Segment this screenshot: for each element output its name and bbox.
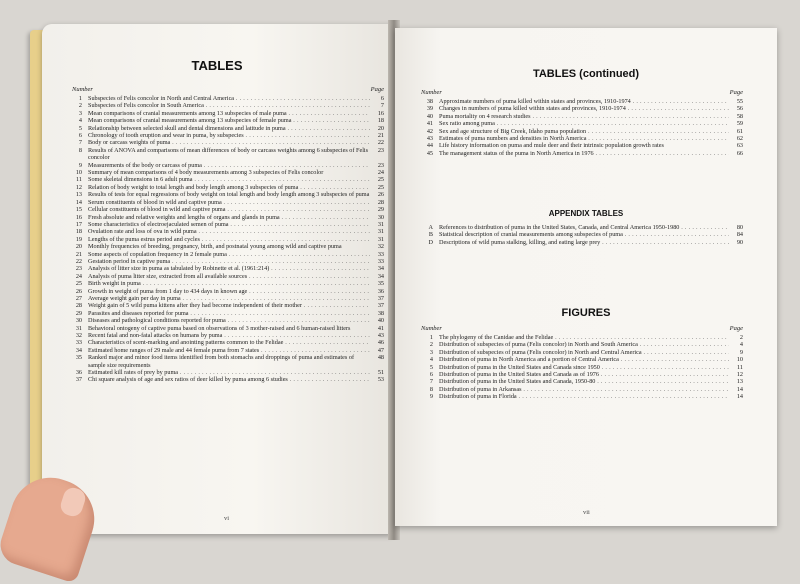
entry-title: Estimated home ranges of 29 male and 44 female puma from 7 states . . . [88,347,370,354]
table-entry [64,95,384,102]
entry-number: 27 [75,294,82,302]
figures-list [415,334,743,401]
entry-number: 35 [75,354,82,362]
entry-number: 13 [75,191,82,199]
table-entry [415,128,743,135]
entry-number: 21 [75,250,82,258]
tables-heading: TABLES [191,58,243,73]
entry-page: 23 [377,146,384,154]
entry-title: Puma mortality on 4 research studies . . . [439,113,729,120]
entry-page: 58 [736,112,743,120]
entry-number: 23 [75,265,82,273]
appendix-tables-list [415,224,743,246]
entry-number: 41 [426,120,433,128]
entry-page: 46 [377,339,384,347]
entry-number: 4 [78,117,82,125]
number-label: Number [72,86,93,93]
entry-page: 14 [736,385,743,393]
entry-number: 17 [75,220,82,228]
entry-number: 9 [429,393,433,401]
entry-number: 33 [75,339,82,347]
entry-title: References to distribution of puma in the United States, Canada, and Central America 1950-1980 . . . [439,224,729,231]
entry-title: Relationship between selected skull and dental dimensions and latitude in puma . . . [88,125,370,132]
entry-title: Sex and age structure of Big Creek, Idaho puma population . . . [439,128,729,135]
entry-title: Cellular constituents of blood in wild and captive puma . . . [88,206,370,213]
entry-number: A [428,224,433,231]
table-entry [415,135,743,142]
entry-title: Estimates of puma numbers and densities in North America . . . [439,135,729,142]
page-number: vii [583,509,590,516]
entry-number: 20 [75,243,82,251]
table-entry [64,191,384,198]
entry-page: 61 [736,127,743,135]
entry-number: 38 [426,98,433,105]
entry-title: Distribution of puma in the United States and Canada as of 1976 . . . [439,371,729,378]
entry-page: 10 [736,356,743,364]
entry-page: 43 [377,332,384,339]
figures-column-headers [421,325,743,333]
figures-number-label: Number [421,325,442,332]
table-entry [64,332,384,339]
entry-number: 5 [429,363,433,371]
entry-number: 11 [76,176,82,184]
entry-title: Life history information on puma and mule deer and their intrinsic population growth rates [439,142,664,150]
entry-page: 80 [736,224,743,231]
entry-number: 29 [75,309,82,317]
entry-title: Diseases and pathological conditions reported for puma . . . [88,317,370,324]
entry-title: Summary of mean comparisons of 4 body measurements among 3 subspecies of Felis concolor [88,169,324,177]
entry-page: 35 [377,280,384,288]
table-entry [64,243,384,250]
entry-page: 25 [377,183,384,191]
entry-page: 7 [380,102,384,110]
entry-page: 4 [739,341,743,349]
entry-number: 15 [75,206,82,214]
entry-title: Measurements of the body or carcass of puma . . . [88,162,370,169]
entry-page: 24 [377,169,384,177]
tables-continued-heading: TABLES (continued) [532,68,640,80]
entry-title: Recent fatal and non-fatal attacks on humans by puma . . . [88,332,370,339]
entry-page: 55 [736,98,743,105]
entry-title: The phylogeny of the Canidae and the Felidae . . . [439,334,729,341]
entry-number: B [428,231,433,239]
entry-page: 36 [377,287,384,295]
entry-page: 14 [736,393,743,401]
entry-page: 51 [377,369,384,377]
entry-page: 11 [737,363,743,371]
entry-page: 41 [377,324,384,332]
table-entry [64,206,384,213]
entry-title: Distribution of puma in North America and a portion of Central America . . . [439,356,729,363]
page-label: Page [729,89,743,96]
entry-title: Changes in numbers of puma killed within states and provinces, 1910-1974 . . . [439,105,729,112]
entry-title: Some aspects of copulation frequency in 2 female puma . . . [88,251,370,258]
table-entry [64,369,384,376]
entry-title: Chronology of tooth eruption and wear in puma, by subspecies . . . [88,132,370,139]
table-entry [64,102,384,109]
entry-page: 33 [377,257,384,265]
entry-page: 62 [736,135,743,143]
figure-entry [415,364,743,371]
entry-page: 84 [736,231,743,239]
entry-title: Distribution of puma in Florida . . . [439,393,729,400]
entry-title: The management status of the puma in North America in 1976 . . . [439,150,729,157]
entry-title: Relation of body weight to total length and body length among 3 subspecies of puma . . . [88,184,370,191]
entry-number: 7 [78,139,82,147]
entry-number: 8 [429,385,433,393]
table-entry [64,199,384,206]
entry-number: 40 [426,112,433,120]
entry-number: 28 [75,302,82,310]
figure-entry [415,334,743,341]
entry-number: 44 [426,142,433,150]
table-entry [415,105,743,112]
entry-title: Distribution of puma in the United States and Canada since 1950 . . . [439,364,729,371]
entry-number: 31 [75,324,82,332]
page-number: vi [224,515,230,522]
figures-heading: FIGURES [561,307,611,319]
entry-number: 37 [75,376,82,384]
table-entry [415,113,743,120]
entry-page: 59 [736,120,743,128]
entry-number: 34 [75,346,82,354]
entry-title: Weight gain of 5 wild puma kittens after they had become independent of their mother . . . [88,302,370,309]
entry-page: 30 [377,213,384,221]
entry-page: 6 [380,95,384,102]
table-entry [64,228,384,235]
entry-number: D [428,238,433,246]
entry-page: 25 [377,176,384,184]
figure-entry [415,349,743,356]
entry-number: 6 [429,371,433,379]
table-entry [64,221,384,228]
table-entry [64,214,384,221]
tables-list [64,95,384,384]
entry-title: Ranked major and minor food items identified from both stomachs and droppings of puma and estimates of sample size requirements [88,354,355,369]
entry-title: Chi square analysis of age and sex ratios of deer killed by puma among 6 studies . . . [88,376,370,383]
table-entry [64,302,384,309]
entry-page: 53 [377,376,384,384]
entry-number: 24 [75,272,82,280]
entry-page: 16 [377,109,384,117]
entry-page: 48 [377,354,384,362]
entry-number: 19 [75,235,82,243]
entry-title: Growth in weight of puma from 1 day to 434 days in known age . . . [88,288,370,295]
appendix-tables-heading: APPENDIX TABLES [548,209,624,218]
entry-number: 22 [75,257,82,265]
figures-page-label: Page [729,325,743,332]
entry-number: 36 [75,369,82,377]
entry-page: 9 [739,348,743,356]
entry-number: 7 [429,378,433,386]
table-entry [64,273,384,280]
entry-title: Fresh absolute and relative weights and lengths of organs and glands in puma . . . [88,214,370,221]
entry-page: 37 [377,302,384,310]
entry-page: 22 [377,139,384,147]
entry-title: Results of tests for equal regressions of body weight on total length and body length among 3 subspecies of puma [88,191,370,199]
table-entry [64,251,384,258]
table-entry [64,132,384,139]
entry-page: 31 [377,228,384,236]
table-entry [64,139,384,146]
entry-page: 31 [377,220,384,228]
entry-page: 56 [736,105,743,113]
entry-page: 26 [377,191,384,199]
entry-title: Serum constituents of blood in wild and captive puma . . . [88,199,370,206]
entry-page: 33 [377,250,384,258]
entry-number: 5 [78,124,82,132]
entry-number: 12 [75,183,82,191]
table-entry [64,176,384,183]
entry-title: Statistical description of cranial measurements among subspecies of puma . . . [439,231,729,238]
entry-title: Subspecies of Felis concolor in South America . . . [88,102,370,109]
entry-number: 1 [429,334,433,341]
entry-title: Distribution of puma in Arkansas . . . [439,386,729,393]
tables-continued-list [415,98,743,157]
table-entry [64,110,384,117]
entry-page: 23 [377,161,384,169]
table-entry [64,295,384,302]
entry-title: Mean comparisons of cranial measurements among 13 subspecies of male puma . . . [88,110,370,117]
entry-number: 8 [78,146,82,154]
entry-number: 10 [75,169,82,177]
table-entry [415,150,743,157]
entry-page: 29 [377,206,384,214]
table-entry [64,310,384,317]
entry-page: 34 [377,272,384,280]
entry-number: 26 [75,287,82,295]
column-headers [421,89,743,97]
entry-number: 42 [426,127,433,135]
figure-entry [415,371,743,378]
entry-number: 45 [426,149,433,157]
entry-page: 28 [377,198,384,206]
table-entry [415,98,743,105]
table-entry [64,280,384,287]
entry-title: Birth weight in puma . . . [88,280,370,287]
entry-number: 43 [426,135,433,143]
figure-entry [415,378,743,385]
entry-page: 37 [377,294,384,302]
entry-title: Approximate numbers of puma killed within states and provinces, 1910-1974 . . . [439,98,729,105]
entry-title: Ovulation rate and loss of ova in wild puma . . . [88,228,370,235]
entry-page: 20 [377,124,384,132]
left-page [42,24,392,534]
entry-title: Mean comparisons of cranial measurements among 13 subspecies of female puma . . . [88,117,370,124]
entry-page: 21 [377,132,384,140]
entry-page: 13 [736,378,743,386]
entry-title: Characteristics of scent-marking and anointing patterns common to the Felidae . . . [88,339,370,346]
entry-number: 30 [75,317,82,325]
entry-number: 9 [78,161,82,169]
entry-page: 18 [377,117,384,125]
table-entry [64,184,384,191]
entry-title: Sex ratio among puma . . . [439,120,729,127]
entry-number: 3 [429,348,433,356]
entry-page: 40 [377,317,384,325]
figure-entry [415,356,743,363]
entry-page: 90 [736,238,743,246]
entry-number: 16 [75,213,82,221]
table-entry [64,376,384,383]
entry-page: 31 [377,235,384,243]
page-label: Page [370,86,384,93]
entry-number: 6 [78,132,82,140]
figure-entry [415,386,743,393]
figure-entry [415,341,743,348]
appendix-entry [415,239,743,246]
table-entry [64,317,384,324]
entry-title: Distribution of puma in the United States and Canada, 1950-80 . . . [439,378,729,385]
table-entry [64,147,384,162]
entry-title: Analysis of puma litter size, extracted from all available sources . . . [88,273,370,280]
table-entry [64,325,384,332]
entry-number: 4 [429,356,433,364]
number-label: Number [421,89,442,96]
entry-title: Body or carcass weights of puma . . . [88,139,370,146]
entry-title: Analysis of litter size in puma as tabulated by Robinette et al. (1961:214) . . . [88,265,370,272]
table-entry [64,125,384,132]
table-entry [64,339,384,346]
table-entry [415,142,743,149]
entry-title: Distribution of subspecies of puma (Felis concolor) in North and South America . . . [439,341,729,348]
entry-page: 34 [377,265,384,273]
entry-number: 18 [75,228,82,236]
entry-page: 47 [377,346,384,354]
appendix-entry [415,231,743,238]
right-page [395,28,777,526]
entry-number: 32 [75,332,82,339]
table-entry [64,288,384,295]
entry-page: 12 [736,371,743,379]
entry-number: 25 [75,280,82,288]
entry-title: Subspecies of Felis concolor in North and Central America . . . [88,95,370,102]
entry-number: 39 [426,105,433,113]
entry-page: 63 [736,142,743,150]
entry-number: 2 [429,341,433,349]
column-headers [72,86,384,94]
entry-number: 3 [78,109,82,117]
entry-title: Some skeletal dimensions in 6 adult puma . . . [88,176,370,183]
table-entry [64,169,384,176]
entry-title: Average weight gain per day in puma . . . [88,295,370,302]
table-entry [415,120,743,127]
table-entry [64,258,384,265]
figure-entry [415,393,743,400]
table-entry [64,162,384,169]
entry-title: Some characteristics of electroejaculated semen of puma . . . [88,221,370,228]
entry-number: 2 [78,102,82,110]
entry-page: 2 [739,334,743,341]
entry-title: Parasites and diseases reported for puma . . . [88,310,370,317]
entry-page: 38 [377,309,384,317]
entry-title: Results of ANOVA and comparisons of mean differences of body or carcass weights among 6 subspecies of Felis concolor [88,146,369,162]
entry-title: Monthly frequencies of breeding, pregnancy, birth, and postnatal young among wild and captive puma [88,243,342,251]
entry-page: 32 [377,243,384,251]
entry-title: Lengths of the puma estrus period and cycles . . . [88,236,370,243]
table-entry [64,265,384,272]
table-entry [64,236,384,243]
entry-number: 1 [78,95,82,102]
entry-title: Distribution of subspecies of puma (Felis concolor) in North and Central America . . . [439,349,729,356]
appendix-entry [415,224,743,231]
entry-title: Estimated kill rates of prey by puma . . . [88,369,370,376]
table-entry [64,354,384,369]
entry-title: Gestation period in captive puma . . . [88,258,370,265]
table-entry [64,117,384,124]
entry-number: 14 [75,198,82,206]
entry-title: Behavioral ontogeny of captive puma based on observations of 3 mother-raised and 6 human-raised litters [88,324,351,332]
table-entry [64,347,384,354]
entry-page: 66 [736,149,743,157]
entry-title: Descriptions of wild puma stalking, killing, and eating large prey . . . [439,239,729,246]
